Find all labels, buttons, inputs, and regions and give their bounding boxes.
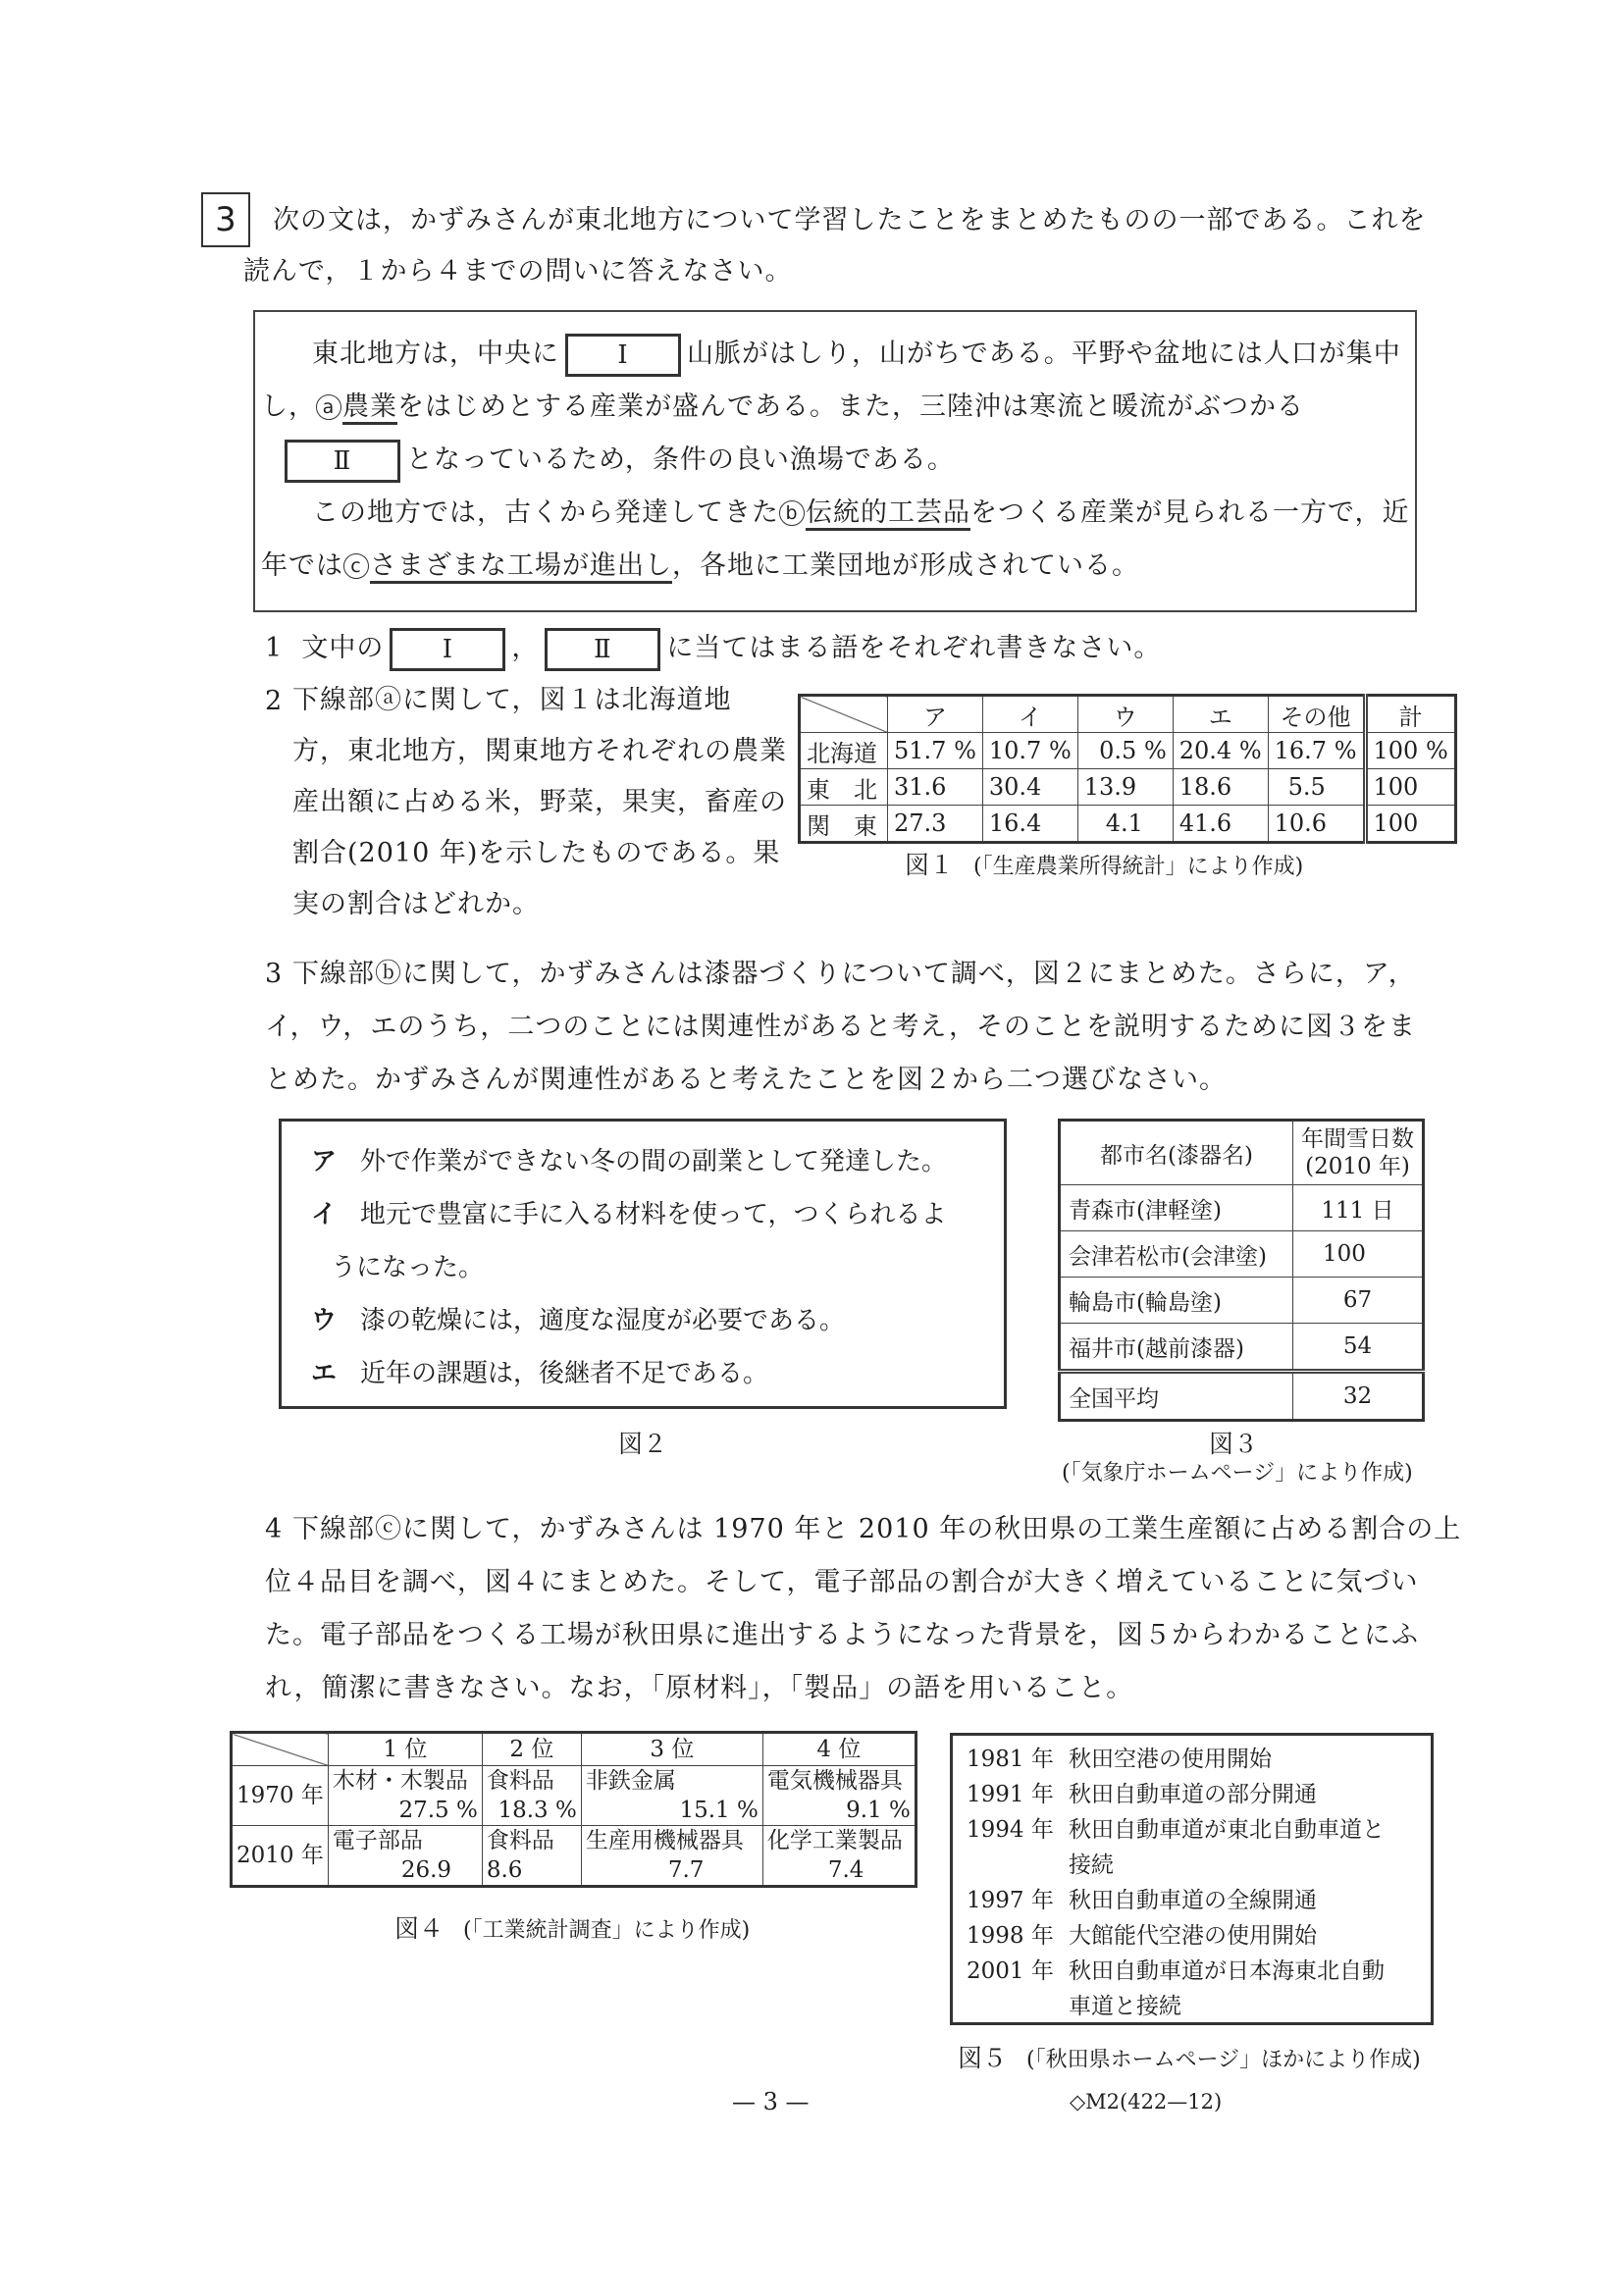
table-row bbox=[232, 1766, 916, 1826]
column-header: ア bbox=[888, 696, 983, 733]
question-text-line: 実の割合はどれか。 bbox=[292, 889, 540, 919]
row-header: 関 東 bbox=[800, 806, 888, 843]
days-cell: 32 bbox=[1293, 1372, 1424, 1421]
timeline-event bbox=[967, 1954, 1431, 2024]
column-header: 3 位 bbox=[581, 1733, 762, 1766]
item-value: 18.3 % bbox=[497, 1798, 577, 1823]
blank-i-ref: Ⅰ bbox=[390, 628, 505, 671]
marker-b: b bbox=[779, 500, 805, 526]
question-number-box: 3 bbox=[201, 192, 250, 247]
figure-2-box bbox=[279, 1119, 1007, 1409]
figure-source: (「工業統計調査」により作成) bbox=[463, 1918, 751, 1943]
table-cell: 16.4 bbox=[982, 806, 1077, 843]
table-cell bbox=[328, 1826, 482, 1887]
table-cell: 4.1 bbox=[1077, 806, 1173, 843]
item-value: 15.1 % bbox=[679, 1798, 759, 1823]
underline-factories: さまざまな工場が進出し bbox=[370, 550, 672, 584]
column-header bbox=[1293, 1121, 1424, 1185]
figure-4-caption bbox=[394, 1909, 750, 1945]
passage-line-1 bbox=[312, 328, 1401, 381]
timeline-event bbox=[967, 1918, 1431, 1954]
table-cell bbox=[581, 1826, 762, 1887]
table-cell bbox=[482, 1826, 581, 1887]
event-text: 大館能代空港の使用開始 bbox=[1069, 1923, 1317, 1949]
city-cell: 会津若松市(会津塗) bbox=[1060, 1231, 1293, 1278]
marker-a: a bbox=[316, 394, 341, 420]
underline-agriculture: 農業 bbox=[342, 391, 397, 425]
table-row-average bbox=[1060, 1372, 1424, 1421]
days-cell: 67 bbox=[1293, 1278, 1424, 1324]
item-name: 化学工業製品 bbox=[766, 1828, 903, 1853]
row-header: 1970 年 bbox=[232, 1766, 329, 1826]
figure-5-box bbox=[950, 1733, 1434, 2025]
city-cell: 輪島市(輪島塗) bbox=[1060, 1278, 1293, 1324]
question-text-line: イ，ウ，エのうち，二つのことには関連性があると考え，そのことを説明するために図３をま bbox=[265, 1012, 1417, 1042]
item-value: 26.9 bbox=[400, 1857, 452, 1883]
figure-3-table bbox=[1058, 1119, 1425, 1422]
event-text: 秋田自動車道が東北自動車道と接続 bbox=[1069, 1817, 1385, 1878]
city-cell: 福井市(越前漆器) bbox=[1060, 1324, 1293, 1372]
figure-5-caption bbox=[958, 2039, 1421, 2074]
item-name: 食料品 bbox=[486, 1768, 554, 1794]
table-cell bbox=[482, 1766, 581, 1826]
table-row bbox=[1060, 1231, 1424, 1278]
passage-line-3 bbox=[285, 434, 955, 487]
column-header: エ bbox=[1173, 696, 1268, 733]
city-cell: 青森市(津軽塗) bbox=[1060, 1185, 1293, 1231]
column-header: イ bbox=[982, 696, 1077, 733]
table-cell bbox=[328, 1766, 482, 1826]
page-number: — 3 — bbox=[732, 2088, 810, 2115]
item-text: 近年の課題は，後継者不足である。 bbox=[360, 1359, 769, 1388]
table-cell: 20.4 % bbox=[1173, 733, 1268, 769]
column-header: 2 位 bbox=[482, 1733, 581, 1766]
blank-ii: Ⅱ bbox=[285, 440, 400, 483]
marker-c: c bbox=[343, 553, 369, 579]
event-text: 秋田自動車道の全線開通 bbox=[1069, 1888, 1317, 1913]
item-text: 漆の乾燥には，適度な湿度が必要である。 bbox=[360, 1306, 846, 1335]
passage-text: し， bbox=[261, 391, 316, 422]
timeline-event bbox=[967, 1777, 1431, 1812]
column-header: 都市名(漆器名) bbox=[1060, 1121, 1293, 1185]
item-label: ア bbox=[311, 1147, 338, 1176]
separator: ， bbox=[511, 633, 540, 663]
question-1-number: 1 bbox=[265, 633, 284, 663]
exam-code: ◇M2(422—12) bbox=[1070, 2090, 1223, 2113]
table-cell: 41.6 bbox=[1173, 806, 1268, 843]
item-name: 生産用機械器具 bbox=[585, 1828, 744, 1853]
question-text-line: 位４品目を調べ，図４にまとめた。そして，電子部品の割合が大きく増えていることに気づい bbox=[265, 1567, 1419, 1597]
figure-label: 図４ bbox=[394, 1914, 445, 1943]
intro-line-2: 読んで，１から４までの問いに答えなさい。 bbox=[243, 256, 793, 287]
passage-line-2 bbox=[261, 381, 1304, 434]
item-value: 8.6 bbox=[486, 1857, 523, 1883]
table-cell: 100 bbox=[1365, 769, 1455, 806]
table-cell: 31.6 bbox=[888, 769, 983, 806]
item-name: 非鉄金属 bbox=[585, 1768, 676, 1794]
question-1 bbox=[265, 622, 1161, 675]
question-text-line: 方，東北地方，関東地方それぞれの農業 bbox=[292, 736, 787, 766]
item-label: イ bbox=[311, 1200, 338, 1229]
row-header: 東 北 bbox=[800, 769, 888, 806]
question-text-line: れ，簡潔に書きなさい。なお，「原材料」，「製品」の語を用いること。 bbox=[265, 1673, 1134, 1703]
table-cell: 10.7 % bbox=[982, 733, 1077, 769]
table-cell: 30.4 bbox=[982, 769, 1077, 806]
column-header: 計 bbox=[1365, 696, 1455, 733]
passage-text: をはじめとする産業が盛んである。また，三陸沖は寒流と暖流がぶつかる bbox=[397, 391, 1304, 422]
event-text: 秋田自動車道が日本海東北自動車道と接続 bbox=[1069, 1958, 1385, 2019]
question-text: に当てはまる語をそれぞれ書きなさい。 bbox=[666, 633, 1162, 663]
passage-text: この地方では，古くから発達してきた bbox=[312, 497, 779, 528]
table-cell: 51.7 % bbox=[888, 733, 983, 769]
passage-text: 年では bbox=[261, 550, 343, 581]
table-row bbox=[800, 769, 1456, 806]
question-text-line: 割合(2010 年)を示したものである。果 bbox=[292, 838, 781, 868]
question-text-line: 下線部ⓒに関して，かずみさんは 1970 年と 2010 年の秋田県の工業生産額に占める割合の上 bbox=[292, 1514, 1462, 1544]
underline-traditional-crafts: 伝統的工芸品 bbox=[806, 497, 970, 531]
column-header: 1 位 bbox=[328, 1733, 482, 1766]
question-text-line: とめた。かずみさんが関連性があると考えたことを図２から二つ選びなさい。 bbox=[265, 1065, 1227, 1095]
figure-label: 図１ bbox=[905, 851, 955, 879]
question-text-line: 産出額に占める米，野菜，果実，畜産の bbox=[292, 787, 787, 817]
passage-text: となっているため，条件の良い漁場である。 bbox=[406, 444, 955, 475]
table-cell: 0.5 % bbox=[1077, 733, 1173, 769]
figure-4-table bbox=[230, 1731, 917, 1888]
intro-line-1: 次の文は，かずみさんが東北地方について学習したことをまとめたものの一部である。これを bbox=[273, 205, 1427, 235]
figure-3-caption-label bbox=[1209, 1425, 1278, 1460]
column-header: ウ bbox=[1077, 696, 1173, 733]
column-header: 4 位 bbox=[762, 1733, 916, 1766]
table-cell bbox=[762, 1826, 916, 1887]
question-3-text bbox=[265, 948, 1417, 1107]
blank-ii-ref: Ⅱ bbox=[545, 628, 660, 671]
header-line: (2010 年) bbox=[1305, 1154, 1410, 1179]
passage-line-5 bbox=[261, 540, 1139, 593]
blank-i: Ⅰ bbox=[565, 334, 681, 377]
timeline-event bbox=[967, 1812, 1431, 1883]
item-text: 地元で豊富に手に入る材料を使って，つくられるよ bbox=[360, 1200, 947, 1229]
table-cell: 10.6 bbox=[1268, 806, 1365, 843]
table-cell bbox=[762, 1766, 916, 1826]
item-value: 7.4 bbox=[827, 1857, 864, 1883]
event-text: 秋田自動車道の部分開通 bbox=[1069, 1782, 1317, 1807]
item-text: 外で作業ができない冬の間の副業として発達した。 bbox=[360, 1147, 948, 1176]
figure-label: 図５ bbox=[958, 2044, 1008, 2072]
question-3-number: 3 bbox=[265, 959, 284, 989]
table-row bbox=[800, 733, 1456, 769]
item-name: 電気機械器具 bbox=[766, 1768, 903, 1794]
table-cell: 18.6 bbox=[1173, 769, 1268, 806]
days-cell: 111 日 bbox=[1293, 1185, 1424, 1231]
figure-label: 図２ bbox=[618, 1430, 668, 1458]
question-text: 文中の bbox=[301, 633, 385, 663]
table-row bbox=[1060, 1278, 1424, 1324]
item-name: 食料品 bbox=[486, 1828, 554, 1853]
table-row bbox=[1060, 1185, 1424, 1231]
list-item bbox=[311, 1188, 1004, 1241]
passage-text: をつくる産業が見られる一方で，近 bbox=[970, 497, 1410, 528]
event-text: 秋田空港の使用開始 bbox=[1069, 1747, 1272, 1772]
passage-text: 山脈がはしり，山がちである。平野や盆地には人口が集中 bbox=[687, 339, 1401, 369]
question-4-text bbox=[265, 1503, 1462, 1715]
table-row bbox=[1060, 1324, 1424, 1372]
question-text-line: 下線部ⓑに関して，かずみさんは漆器づくりについて調べ，図２にまとめた。さらに，ア， bbox=[292, 959, 1416, 989]
table-cell: 5.5 bbox=[1268, 769, 1365, 806]
figure-source: (「生産農業所得統計」により作成) bbox=[973, 855, 1304, 879]
passage-text: ，各地に工業団地が形成されている。 bbox=[672, 550, 1139, 581]
question-2-number: 2 bbox=[265, 686, 284, 716]
item-text-continued: うになった。 bbox=[331, 1253, 485, 1282]
corner-cell bbox=[800, 696, 888, 733]
figure-label: 図３ bbox=[1209, 1430, 1259, 1458]
event-year: 1991 年 bbox=[967, 1782, 1054, 1807]
item-name: 木材・木製品 bbox=[332, 1768, 468, 1794]
table-row bbox=[800, 806, 1456, 843]
item-value: 7.7 bbox=[667, 1857, 705, 1883]
figure-1-caption bbox=[905, 846, 1303, 881]
question-4-number: 4 bbox=[265, 1514, 284, 1544]
list-item bbox=[311, 1294, 1004, 1347]
event-year: 1981 年 bbox=[967, 1747, 1054, 1772]
timeline-event bbox=[967, 1742, 1431, 1777]
table-cell: 27.3 bbox=[888, 806, 983, 843]
column-header: その他 bbox=[1268, 696, 1365, 733]
table-cell bbox=[581, 1766, 762, 1826]
table-row bbox=[232, 1826, 916, 1887]
figure-source: (「秋田県ホームページ」ほかにより作成) bbox=[1026, 2048, 1421, 2072]
row-header: 2010 年 bbox=[232, 1826, 329, 1887]
passage-line-4 bbox=[312, 487, 1409, 540]
days-cell: 54 bbox=[1293, 1324, 1424, 1372]
item-value: 9.1 % bbox=[846, 1798, 911, 1823]
figure-3-source: (「気象庁ホームページ」により作成) bbox=[1062, 1461, 1413, 1486]
passage-text: 東北地方は，中央に bbox=[312, 339, 559, 369]
event-year: 1997 年 bbox=[967, 1888, 1054, 1913]
list-item bbox=[311, 1347, 1004, 1400]
list-item bbox=[311, 1135, 1004, 1188]
question-2-text bbox=[292, 675, 787, 930]
row-header: 北海道 bbox=[800, 733, 888, 769]
table-cell: 16.7 % bbox=[1268, 733, 1365, 769]
table-cell: 13.9 bbox=[1077, 769, 1173, 806]
corner-cell bbox=[232, 1733, 329, 1766]
city-cell: 全国平均 bbox=[1060, 1372, 1293, 1421]
table-cell: 100 bbox=[1365, 806, 1455, 843]
figure-1-table bbox=[798, 694, 1457, 844]
table-cell: 100 % bbox=[1365, 733, 1455, 769]
event-year: 1998 年 bbox=[967, 1923, 1054, 1949]
item-label: エ bbox=[311, 1359, 338, 1388]
event-year: 2001 年 bbox=[967, 1958, 1054, 1984]
item-value: 27.5 % bbox=[398, 1798, 478, 1823]
question-text-line: た。電子部品をつくる工場が秋田県に進出するようになった背景を，図５からわかることにふ bbox=[265, 1620, 1419, 1650]
figure-2-caption bbox=[618, 1425, 687, 1460]
header-line: 年間雪日数 bbox=[1301, 1126, 1414, 1152]
item-label: ウ bbox=[311, 1306, 338, 1335]
days-cell: 100 bbox=[1293, 1231, 1424, 1278]
timeline-event bbox=[967, 1883, 1431, 1918]
event-year: 1994 年 bbox=[967, 1817, 1054, 1843]
question-text-line: 下線部ⓐに関して，図１は北海道地 bbox=[292, 685, 732, 715]
item-name: 電子部品 bbox=[332, 1828, 423, 1853]
